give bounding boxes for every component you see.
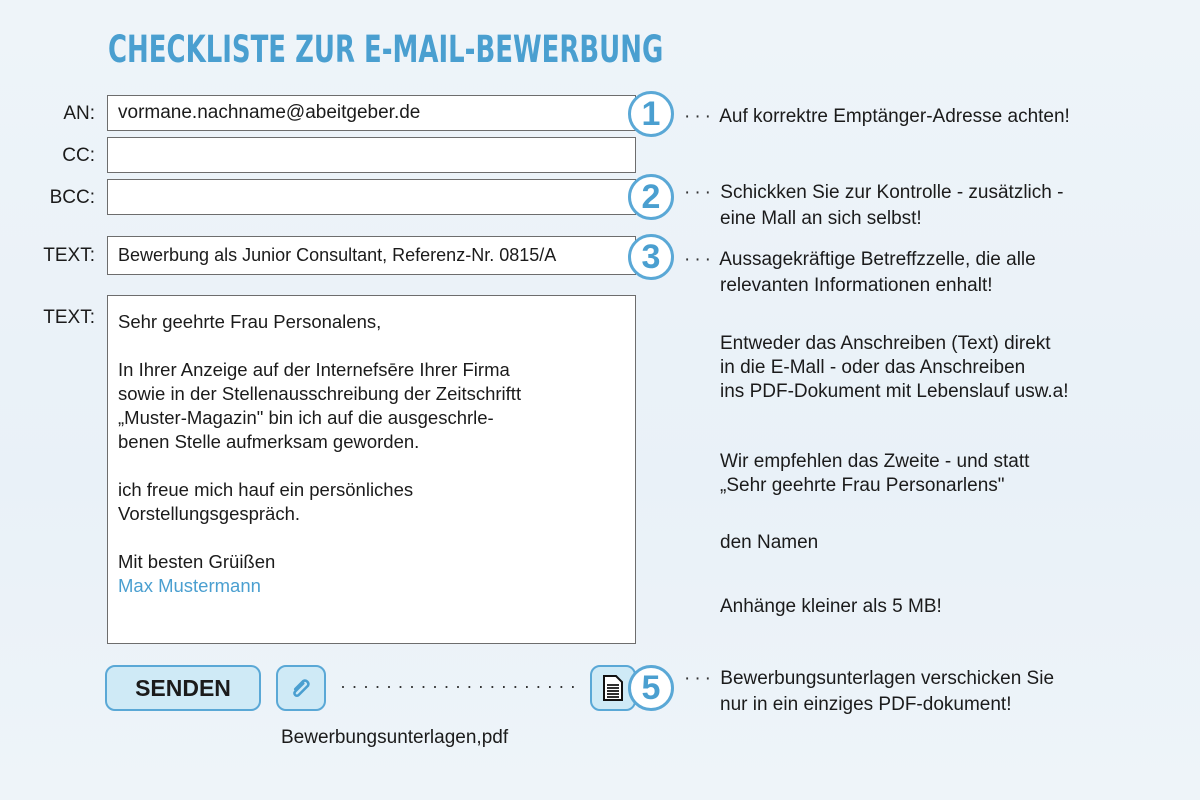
paperclip-icon	[287, 674, 315, 702]
note-3: ··· Aussagekräftige Betreffzzelle, die alle relevanten Informationen enhalt!	[684, 249, 1036, 296]
to-label: AN:	[63, 103, 95, 124]
bcc-label: BCC:	[49, 187, 95, 208]
note-7: Anhänge kleiner als 5 MB!	[720, 596, 942, 617]
body-paragraph-1: In Ihrer Anzeige auf der Internefsēre Ihrer Firma sowie in der Stellenausschreibung der Zeitschriftt „Muster-Magazin" bin ich auf die ausgeschrle- benen Stelle aufmerksam geworden.	[118, 359, 522, 452]
note-5: Wir empfehlen das Zweite - und statt „Sehr geehrte Frau Personarlens"	[720, 451, 1030, 496]
attachment-leader: ·····················	[340, 676, 582, 696]
page-title: CHECKLISTE ZUR E-MAIL-BEWERBUNG	[108, 28, 664, 71]
subject-input[interactable]: Bewerbung als Junior Consultant, Referenz-Nr. 0815/A	[107, 236, 636, 275]
marker-3: 3	[628, 234, 674, 280]
bcc-input[interactable]	[107, 179, 636, 215]
cc-input[interactable]	[107, 137, 636, 173]
signature: Max Mustermann	[118, 575, 261, 596]
body-label: TEXT:	[43, 307, 95, 328]
note-1: ··· Auf korrektre Emptänger-Adresse achten!	[684, 106, 1070, 127]
document-icon	[602, 675, 624, 701]
body-textarea[interactable]	[107, 295, 636, 644]
attach-button[interactable]	[276, 665, 326, 711]
cc-label: CC:	[62, 145, 95, 166]
attachment-filename: Bewerbungsunterlagen,pdf	[281, 727, 509, 748]
body-paragraph-2: ich freue mich hauf ein persönliches Vorstellungsgespräch.	[118, 479, 414, 524]
note-8: ··· Bewerbungsunterlagen verschicken Sie nur in ein einziges PDF-dokument!	[684, 668, 1055, 715]
marker-5: 5	[628, 665, 674, 711]
subject-label: TEXT:	[43, 245, 95, 266]
marker-2: 2	[628, 174, 674, 220]
note-2: ··· Schickken Sie zur Kontrolle - zusätzlich - eine Mall an sich selbst!	[684, 182, 1064, 229]
send-button[interactable]: SENDEN	[105, 665, 261, 711]
note-6: den Namen	[720, 532, 819, 553]
greeting: Sehr geehrte Frau Personalens,	[118, 311, 382, 332]
closing: Mit besten Grüißen	[118, 551, 276, 572]
note-4: Entweder das Anschreiben (Text) direkt in die E-Mall - oder das Anschreiben ins PDF-Dokument mit Lebenslauf usw.a!	[720, 333, 1069, 402]
marker-1: 1	[628, 91, 674, 137]
to-input[interactable]: vormane.nachname@abeitgeber.de	[107, 95, 636, 131]
